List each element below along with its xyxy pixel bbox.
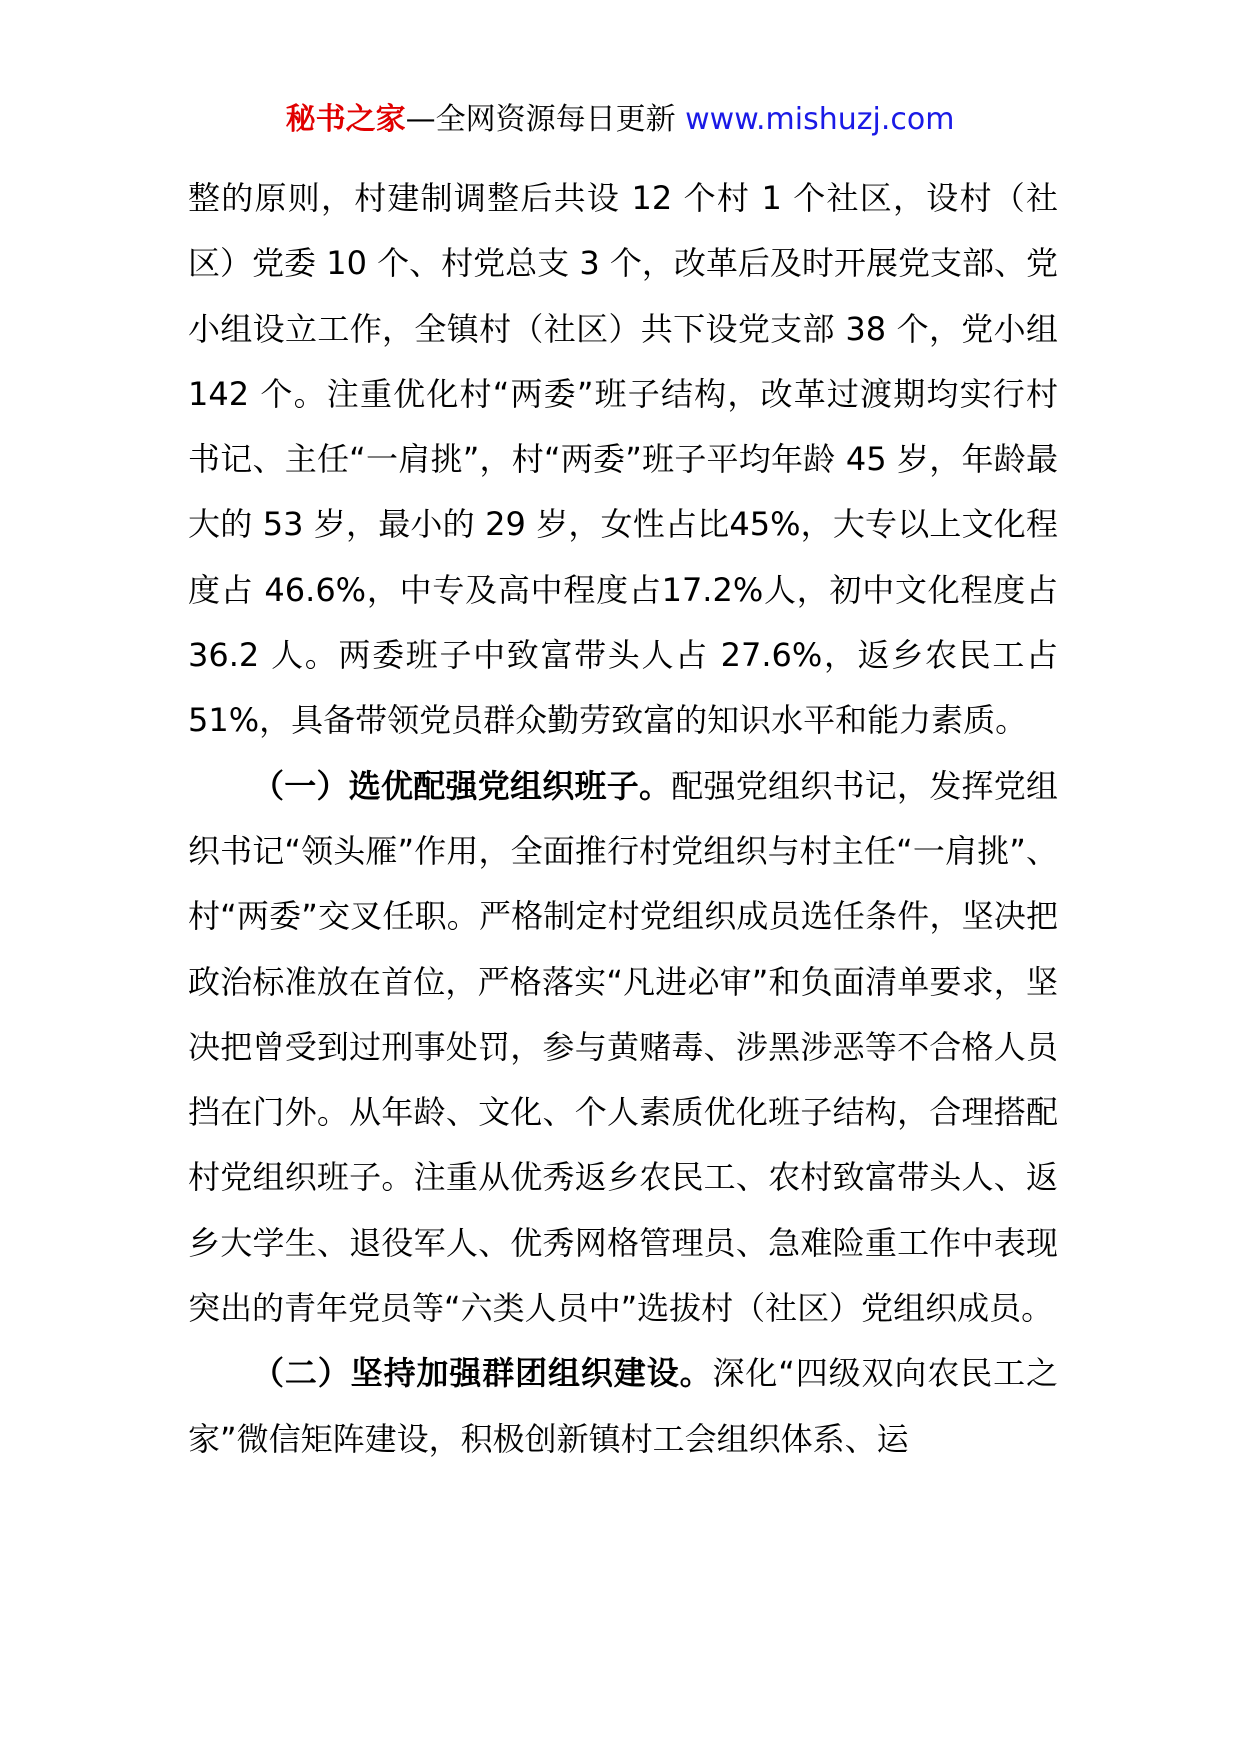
site-url-link[interactable]: www.mishuzj.com	[685, 102, 955, 137]
paragraph-text: 深化“四级双向农民工之家”微信矩阵建设，积极创新镇村工会组织体系、运	[188, 1354, 1058, 1458]
document-body	[188, 166, 1058, 1472]
section-title: （一）选优配强党组织班子。	[252, 766, 672, 805]
paragraph-continuation	[188, 166, 1058, 754]
site-header	[0, 100, 1240, 140]
paragraph-section-1	[188, 754, 1058, 1342]
section-title: （二）坚持加强群团组织建设。	[252, 1354, 713, 1393]
paragraph-text: 整的原则，村建制调整后共设 12 个村 1 个社区，设村（社区）党委 10 个、村党总支 3 个，改革后及时开展党支部、党小组设立工作，全镇村（社区）共下设党支部 38 个，党小组 142 个。注重优化村“两委”班子结构，改革过渡期均实行村书记、主任“一肩挑”，村“两委”班子平均年龄 45 岁，年龄最大的 53 岁，最小的 29 岁，女性占比45%，大专以上文化程度占 46.6%，中专及高中程度占17.2%人，初中文化程度占 36.2 人。两委班子中致富带头人占 27.6%，返乡农民工占 51%，具备带领党员群众勤劳致富的知识水平和能力素质。	[188, 179, 1058, 740]
brand-name: 秘书之家	[285, 102, 406, 137]
header-tagline: —全网资源每日更新	[405, 102, 676, 137]
paragraph-text: 配强党组织书记，发挥党组织书记“领头雁”作用，全面推行村党组织与村主任“一肩挑”、村“两委”交叉任职。严格制定村党组织成员选任条件，坚决把政治标准放在首位，严格落实“凡进必审”和负面清单要求，坚决把曾受到过刑事处罚，参与黄赌毒、涉黑涉恶等不合格人员挡在门外。从年龄、文化、个人素质优化班子结构，合理搭配村党组织班子。注重从优秀返乡农民工、农村致富带头人、返乡大学生、退役军人、优秀网格管理员、急难险重工作中表现突出的青年党员等“六类人员中”选拔村（社区）党组织成员。	[188, 766, 1058, 1328]
paragraph-section-2	[188, 1341, 1058, 1472]
